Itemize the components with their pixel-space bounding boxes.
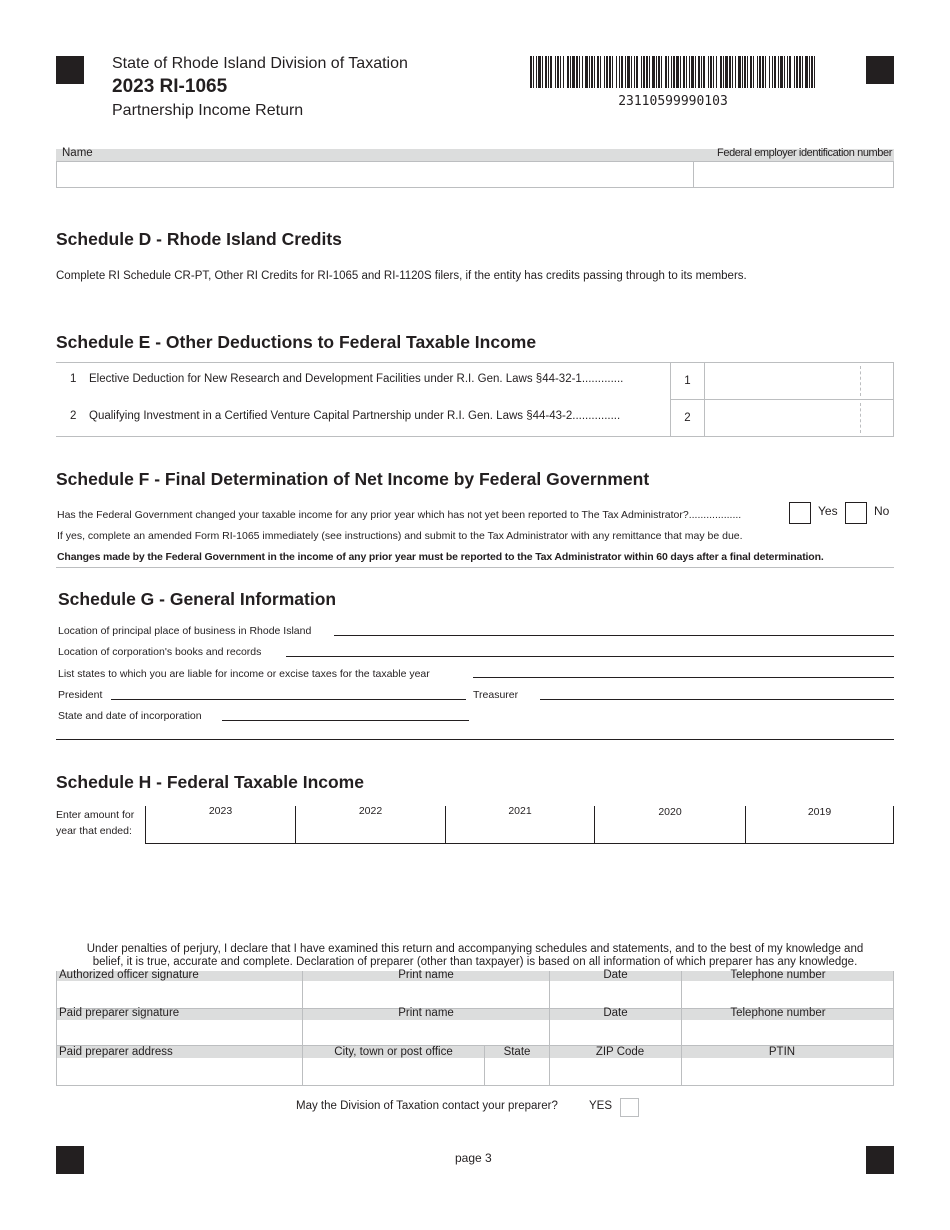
schedule-d-text: Complete RI Schedule CR-PT, Other RI Credits for RI-1065 and RI-1120S filers, if the entity has credits passing through to its members. [56,270,747,282]
authorized-signature-field[interactable] [57,981,301,1007]
schedule-h-bottom-rule [145,843,894,844]
registration-mark-bottom-right [866,1146,894,1174]
schedule-e-line-1-text: Elective Deduction for New Research and Development Facilities under R.I. Gen. Laws §44-32-1............. [89,373,624,385]
officer-print-name-field[interactable] [303,981,548,1007]
preparer-city-label: City, town or post office [334,1046,453,1058]
schedule-h-title: Schedule H - Federal Taxable Income [56,772,364,792]
schedule-h-row-label-2: year that ended: [56,825,132,837]
preparer-address-label: Paid preparer address [59,1046,173,1058]
schedule-e-title: Schedule E - Other Deductions to Federal Taxable Income [56,332,537,352]
incorporation-label: State and date of incorporation [58,710,202,722]
preparer-ptin-label: PTIN [768,1046,796,1058]
treasurer-field[interactable] [540,699,894,700]
incorporation-field[interactable] [222,720,469,721]
books-location-field[interactable] [286,656,894,657]
schedule-h-divider [893,806,894,844]
preparer-state-field[interactable] [485,1058,548,1085]
preparer-print-name-field[interactable] [303,1020,548,1044]
officer-date-label: Date [603,969,628,981]
schedule-h-amount-2022[interactable] [296,820,444,842]
schedule-g-title: Schedule G - General Information [58,589,337,609]
schedule-e-line-2-amount[interactable] [704,399,894,437]
schedule-h-amount-2021[interactable] [446,820,593,842]
states-label: List states to which you are liable for income or excise taxes for the taxable year [58,668,430,680]
principal-location-field[interactable] [334,635,894,636]
contact-preparer-checkbox[interactable] [620,1098,639,1117]
officer-telephone-label: Telephone number [730,969,826,981]
treasurer-label: Treasurer [473,689,519,701]
schedule-d-title: Schedule D - Rhode Island Credits [56,229,342,249]
declaration-line-1: Under penalties of perjury, I declare that I have examined this return and accompanying schedules and statements, and to the best of my knowledge and [86,943,864,955]
schedule-e-line-2-text: Qualifying Investment in a Certified Venture Capital Partnership under R.I. Gen. Laws §44-43-2............... [89,410,621,422]
schedule-h-amount-2020[interactable] [595,820,744,842]
preparer-date-field[interactable] [550,1020,680,1044]
schedule-f-rule [56,567,894,568]
schedule-f-yes-label: Yes [818,504,838,518]
schedule-f-no-label: No [874,504,890,518]
preparer-telephone-label: Telephone number [730,1007,826,1019]
declaration-line-2: belief, it is true, accurate and complete. Declaration of preparer (other than taxpayer) is based on all information of which preparer has any knowledge. [92,956,858,968]
president-label: President [58,689,103,701]
form-title: 2023 RI-1065 [112,76,228,97]
states-field[interactable] [473,677,894,678]
schedule-h-amount-2023[interactable] [146,820,294,842]
principal-location-label: Location of principal place of business in Rhode Island [58,625,312,637]
preparer-date-label: Date [603,1007,628,1019]
schedule-h-row-label-1: Enter amount for [56,809,135,821]
preparer-state-label: State [503,1046,531,1058]
preparer-telephone-field[interactable] [682,1020,893,1044]
schedule-h-year-2023: 2023 [208,805,233,817]
books-location-label: Location of corporation's books and records [58,646,262,658]
name-input[interactable] [56,161,694,188]
preparer-zip-label: ZIP Code [595,1046,645,1058]
schedule-f-instruction: If yes, complete an amended Form RI-1065 immediately (see instructions) and submit to the Tax Administrator with any remittance that may be due. [57,530,743,542]
schedule-e-line-2-box-number: 2 [670,399,705,437]
preparer-zip-field[interactable] [550,1058,680,1085]
contact-preparer-yes-label: YES [589,1100,613,1112]
authorized-signature-label: Authorized officer signature [59,969,199,981]
schedule-e-line-2-number: 2 [70,410,77,422]
preparer-city-field[interactable] [303,1058,483,1085]
officer-date-field[interactable] [550,981,680,1007]
preparer-address-field[interactable] [57,1058,301,1085]
schedule-f-notice: Changes made by the Federal Government in the income of any prior year must be reported to the Tax Administrator within 60 days after a final determination. [57,551,824,563]
schedule-f-yes-checkbox[interactable] [789,502,811,524]
agency-name: State of Rhode Island Division of Taxation [112,55,408,72]
schedule-g-rule [56,739,894,740]
registration-mark-bottom-left [56,1146,84,1174]
schedule-e-line-1-box-number: 1 [670,362,705,400]
president-field[interactable] [111,699,466,700]
officer-telephone-field[interactable] [682,981,893,1007]
preparer-signature-field[interactable] [57,1020,301,1044]
schedule-e-line-1-amount[interactable] [704,362,894,400]
schedule-f-question: Has the Federal Government changed your taxable income for any prior year which has not yet been reported to The Tax Administrator?.................. [57,509,742,521]
fein-label: Federal employer identification number [717,147,892,159]
schedule-e-line-1-number: 1 [70,373,77,385]
name-label: Name [62,147,93,159]
barcode [530,56,816,88]
schedule-h-amount-2019[interactable] [746,820,892,842]
preparer-signature-label: Paid preparer signature [59,1007,180,1019]
preparer-ptin-field[interactable] [682,1058,893,1085]
schedule-h-year-2021: 2021 [508,805,532,817]
preparer-print-name-label: Print name [398,1007,454,1019]
barcode-number: 23110599990103 [618,94,728,109]
form-subtitle: Partnership Income Return [112,102,304,119]
page-number: page 3 [455,1151,492,1165]
registration-mark-top-left [56,56,84,84]
officer-print-name-label: Print name [398,969,454,981]
contact-preparer-question: May the Division of Taxation contact your preparer? [296,1100,558,1112]
schedule-f-no-checkbox[interactable] [845,502,867,524]
schedule-h-year-2020: 2020 [658,806,682,818]
registration-mark-top-right [866,56,894,84]
schedule-h-year-2022: 2022 [358,805,383,817]
schedule-f-title: Schedule F - Final Determination of Net Income by Federal Government [56,469,650,489]
schedule-h-year-2019: 2019 [807,806,832,818]
fein-input[interactable] [693,161,894,188]
